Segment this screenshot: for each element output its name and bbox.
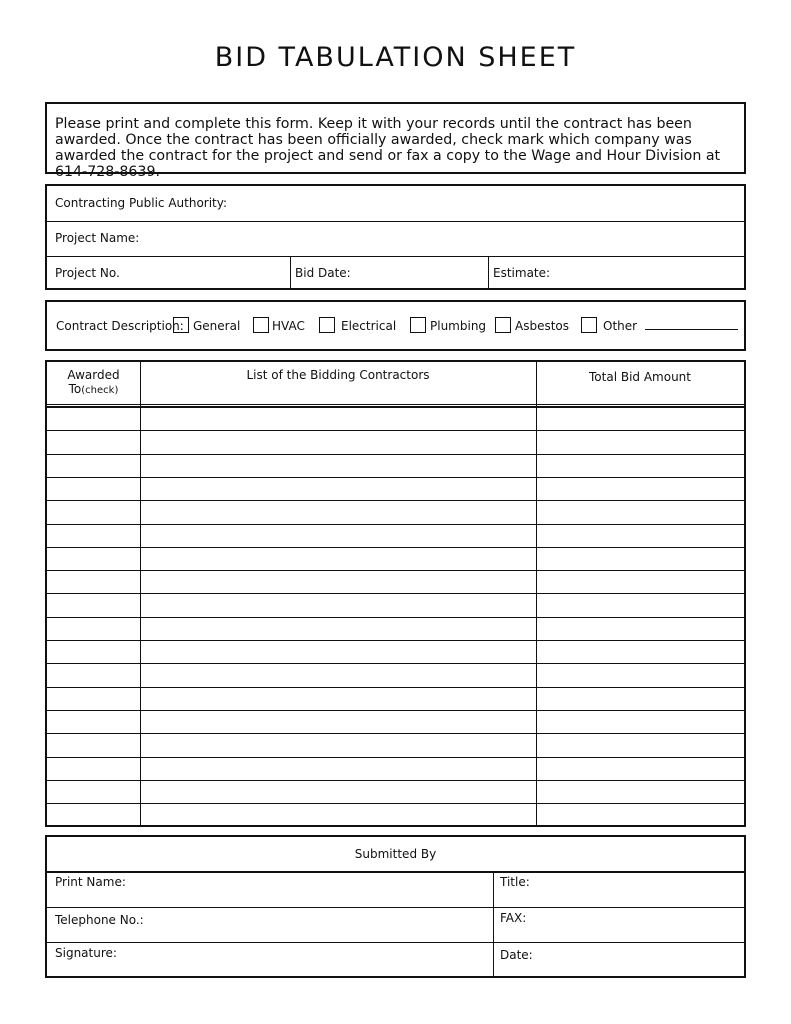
contract-description-label: Contract Description: [56, 319, 184, 333]
signature-label: Signature: [55, 946, 117, 960]
awarded-header-line2: To [68, 382, 82, 396]
title-field[interactable] [493, 871, 744, 907]
asbestos-checkbox[interactable] [495, 317, 511, 333]
total-bid-header [536, 362, 744, 404]
project-name-label: Project Name: [55, 231, 140, 245]
submitted-by-section [45, 835, 746, 978]
electrical-checkbox[interactable] [319, 317, 335, 333]
total-bid-header-label: Total Bid Amount [589, 370, 691, 384]
electrical-label: Electrical [341, 319, 397, 333]
table-row[interactable] [47, 733, 744, 756]
print-name-field[interactable] [47, 871, 493, 907]
bidding-table-header [47, 362, 744, 407]
awarded-header [47, 362, 140, 404]
authority-section [45, 184, 746, 290]
table-row[interactable] [47, 570, 744, 593]
date-label: Date: [500, 948, 533, 962]
date-field[interactable] [493, 942, 744, 976]
general-label: General [193, 319, 241, 333]
table-row[interactable] [47, 663, 744, 686]
bid-date-field[interactable] [290, 256, 488, 288]
project-no-label: Project No. [55, 266, 120, 280]
instructions-box [45, 102, 746, 180]
table-row[interactable] [47, 757, 744, 780]
table-row[interactable] [47, 780, 744, 803]
submitted-by-header [47, 837, 744, 873]
table-row[interactable] [47, 687, 744, 710]
instructions-text: Please print and complete this form. Keep it with your records until the contract has been awarded. Once the contract has been officially awarded, check mark which company was awarded the contract for the project and send or fax a copy to the Wage and Hour Division at 614-728-8639. [55, 116, 721, 180]
column-divider [536, 362, 537, 825]
table-row[interactable] [47, 500, 744, 523]
table-row[interactable] [47, 407, 744, 430]
other-label: Other [603, 319, 638, 333]
project-no-field[interactable] [47, 256, 290, 288]
plumbing-label: Plumbing [430, 319, 487, 333]
estimate-field[interactable] [488, 256, 744, 288]
table-row[interactable] [47, 524, 744, 547]
contract-description-section [45, 300, 746, 351]
table-row[interactable] [47, 617, 744, 640]
general-checkbox[interactable] [173, 317, 189, 333]
print-name-row [47, 871, 744, 908]
other-write-in-line[interactable] [645, 329, 738, 330]
submitted-by-label: Submitted By [354, 847, 437, 861]
awarded-header-line1: Awarded [67, 368, 120, 382]
table-row[interactable] [47, 547, 744, 570]
asbestos-label: Asbestos [515, 319, 570, 333]
project-details-row [47, 256, 744, 288]
signature-row [47, 942, 744, 976]
contracting-authority-row[interactable] [47, 186, 744, 222]
telephone-row [47, 907, 744, 943]
table-row[interactable] [47, 803, 744, 826]
table-row[interactable] [47, 640, 744, 663]
table-row[interactable] [47, 430, 744, 453]
contractors-header [140, 362, 536, 404]
hvac-checkbox[interactable] [253, 317, 269, 333]
bidding-table [45, 360, 746, 827]
awarded-check-note: (check) [81, 385, 119, 396]
telephone-field[interactable] [47, 907, 493, 942]
signature-field[interactable] [47, 942, 493, 976]
table-row[interactable] [47, 593, 744, 616]
fax-field[interactable] [493, 907, 744, 942]
page-title: BID TABULATION SHEET [214, 42, 577, 73]
title-label: Title: [500, 875, 530, 889]
contractors-header-label: List of the Bidding Contractors [246, 368, 430, 382]
table-row[interactable] [47, 710, 744, 733]
column-divider [140, 362, 141, 825]
table-row[interactable] [47, 477, 744, 500]
print-name-label: Print Name: [55, 875, 126, 889]
project-name-row[interactable] [47, 221, 744, 257]
estimate-label: Estimate: [493, 266, 551, 280]
fax-label: FAX: [500, 911, 527, 925]
table-row[interactable] [47, 454, 744, 477]
telephone-label: Telephone No.: [55, 913, 144, 927]
plumbing-checkbox[interactable] [410, 317, 426, 333]
bid-date-label: Bid Date: [295, 266, 351, 280]
hvac-label: HVAC [272, 319, 305, 333]
contracting-authority-label: Contracting Public Authority: [55, 196, 228, 210]
other-checkbox[interactable] [581, 317, 597, 333]
